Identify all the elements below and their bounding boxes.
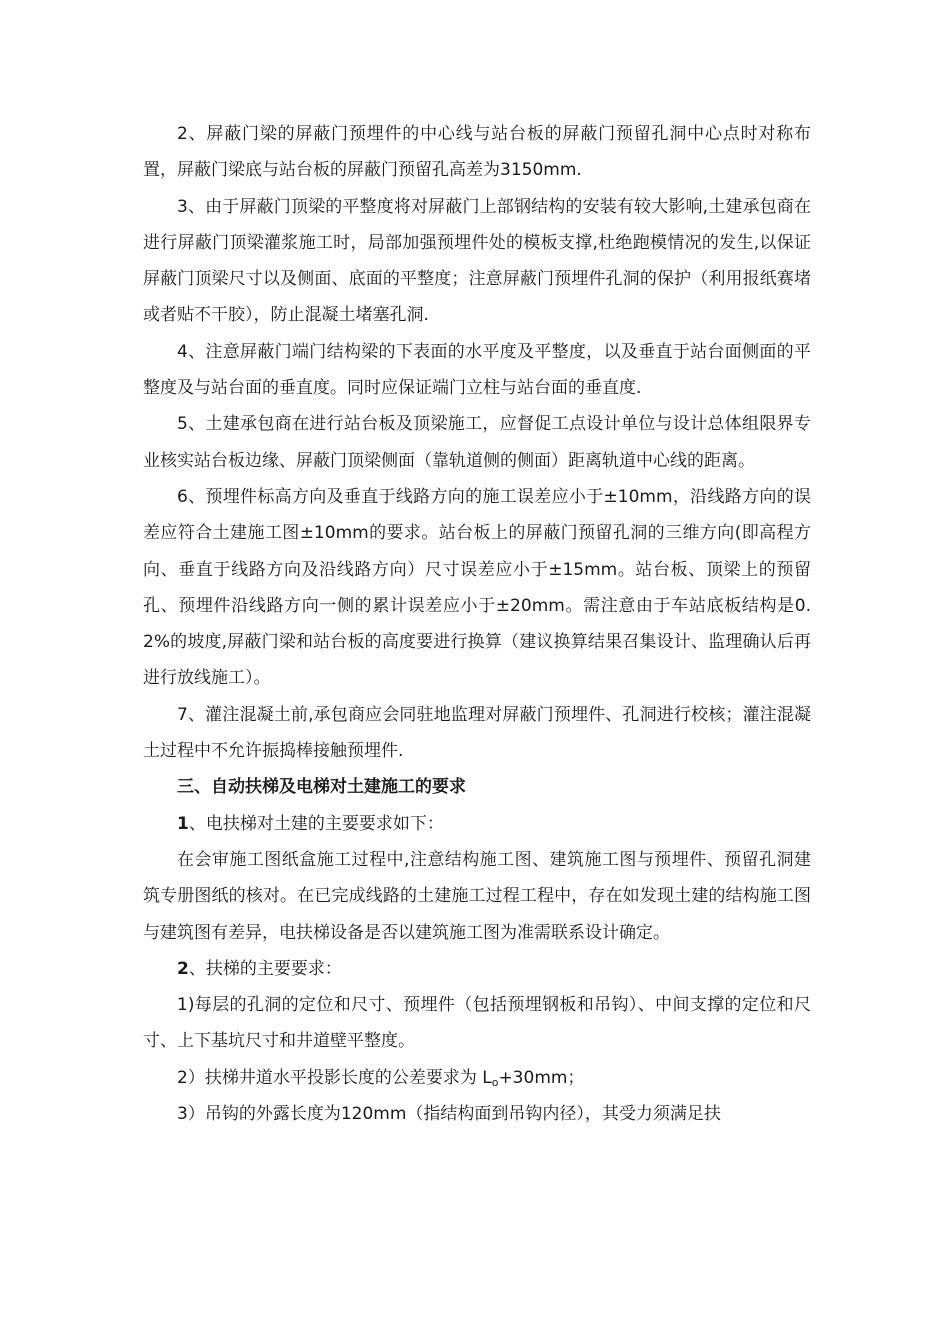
- paragraph-item-7: 7、灌注混凝土前,承包商应会同驻地监理对屏蔽门预埋件、孔洞进行校核；灌注混凝土过程中不允许振捣棒接触预埋件.: [143, 704, 811, 762]
- subsection-heading-2: [143, 951, 811, 987]
- paragraph-item-4: 4、注意屏蔽门端门结构梁的下表面的水平度及平整度，以及垂直于站台面侧面的平整度及与站台面的垂直度。同时应保证端门立柱与站台面的垂直度.: [143, 341, 811, 399]
- subsection-number: 2: [177, 958, 189, 979]
- paragraph-item-3: 3、由于屏蔽门顶梁的平整度将对屏蔽门上部钢结构的安装有较大影响,土建承包商在进行屏蔽门顶梁灌浆施工时，局部加强预埋件处的模板支撑,杜绝跑模情况的发生,以保证屏蔽门顶梁尺寸以及侧面、底面的平整度；注意屏蔽门预埋件孔洞的保护（利用报纸赛堵或者贴不干胶），防止混凝土堵塞孔洞.: [143, 196, 811, 326]
- subsection-number: 1: [177, 813, 189, 834]
- subsection-title: 、扶梯的主要要求：: [188, 958, 342, 979]
- document-body: [143, 116, 811, 1132]
- paragraph-item-5: 5、土建承包商在进行站台板及顶梁施工，应督促工点设计单位与设计总体组限界专业核实站台板边缘、屏蔽门顶梁侧面（靠轨道侧的侧面）距离轨道中心线的距离。: [143, 414, 811, 471]
- subsection-heading-1: [143, 806, 811, 842]
- body-paragraph: 在会审施工图纸盒施工过程中,注意结构施工图、建筑施工图与预埋件、预留孔洞建筑专册图纸的核对。在已完成线路的土建施工过程工程中，存在如发现土建的结构施工图与建筑图有差异，电扶梯设备是否以建筑施工图为准需联系设计确定。: [143, 849, 811, 943]
- list-item-text: +30mm；: [498, 1067, 585, 1088]
- subsection-title: 、电扶梯对土建的主要要求如下：: [188, 813, 444, 834]
- list-item-2: [143, 1060, 811, 1096]
- paragraph-item-6: 6、预埋件标高方向及垂直于线路方向的施工误差应小于±10mm，沿线路方向的误差应符合土建施工图±10mm的要求。站台板上的屏蔽门预留孔洞的三维方向(即高程方向、垂直于线路方向及沿线路方向）尺寸误差应小于±15mm。站台板、顶梁上的预留孔、预埋件沿线路方向一侧的累计误差应小于±20mm。需注意由于车站底板结构是0.2%的坡度,屏蔽门梁和站台板的高度要进行换算（建议换算结果召集设计、监理确认后再进行放线施工）。: [143, 486, 811, 689]
- paragraph-item-2: 2、屏蔽门梁的屏蔽门预埋件的中心线与站台板的屏蔽门预留孔洞中心点时对称布置，屏蔽门梁底与站台板的屏蔽门预留孔高差为3150mm.: [143, 124, 811, 181]
- subscript: o: [491, 1075, 499, 1089]
- list-item-text: 2）扶梯井道水平投影长度的公差要求为 L: [177, 1067, 492, 1088]
- list-item-1: 1)每层的孔洞的定位和尺寸、预埋件（包括预埋钢板和吊钩）、中间支撑的定位和尺寸、上下基坑尺寸和井道壁平整度。: [143, 995, 811, 1052]
- section-heading: 三、自动扶梯及电梯对土建施工的要求: [177, 777, 466, 798]
- list-item-3: 3）吊钩的外露长度为120mm（指结构面到吊钩内径），其受力须满足扶: [177, 1104, 721, 1125]
